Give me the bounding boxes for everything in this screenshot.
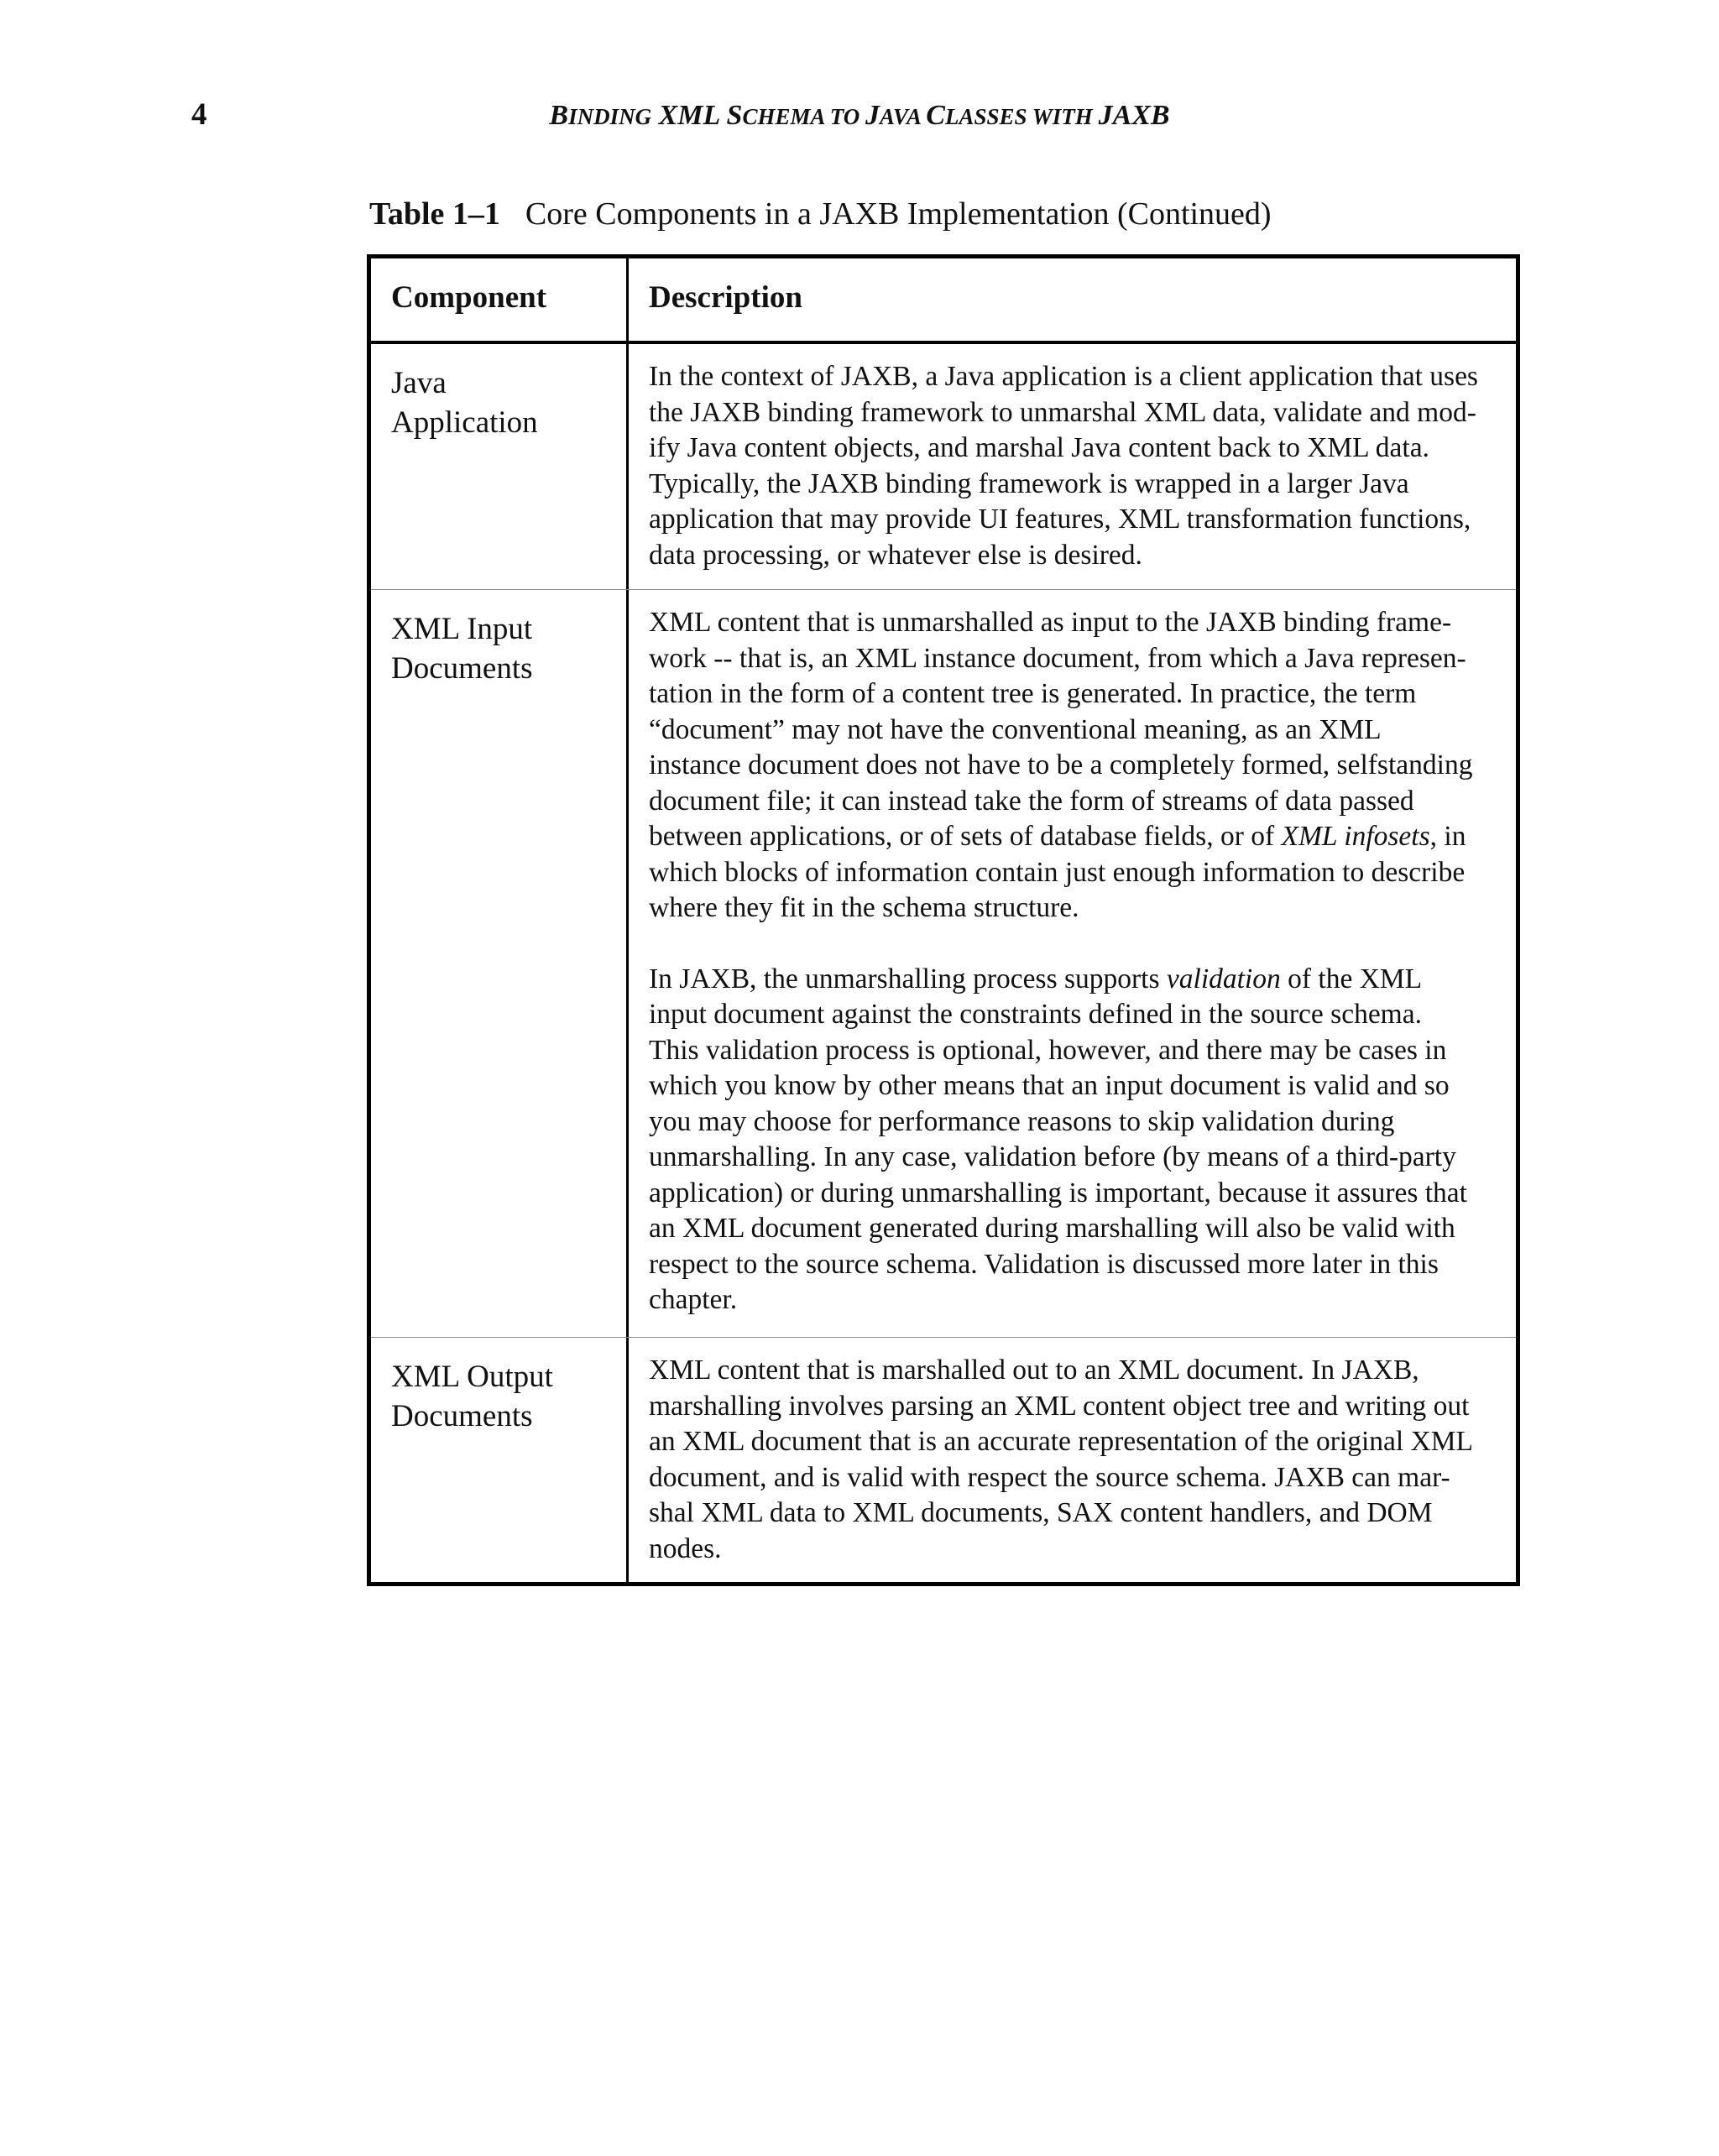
component-cell: Java Application (371, 344, 629, 589)
description-paragraph: In the context of JAXB, a Java application is a client application that uses the JAXB binding framework to unmarshal XML data, validate and mod- ify Java content objects, and marshal Java content back to XML data. Typically, the JAXB binding framework is wrapped in a larger Java application that may provide UI features, XML transformation functions, data processing, or whatever else is desired. (649, 361, 1478, 571)
emphasis-validation: validation (1166, 963, 1281, 994)
description-paragraph: XML content that is unmarshalled as input to the JAXB binding frame- work -- that is, an XML instance document, from which a Java represen- tation in the form of a content tree is generated. In practice, the term “document” may not have the conventional meaning, as an XML instance document does not have to be a completely formed, selfstanding document file; it can instead take the form of streams of data passed between applications, or of sets of database fields, or of XML infosets, in which blocks of information contain just enough information to describe where they fit in the schema structure. (649, 607, 1473, 923)
table-row (371, 1337, 1516, 1582)
description-cell (629, 1338, 1516, 1582)
header-description: Description (649, 280, 802, 315)
table-header-row (371, 258, 1516, 341)
table-caption (369, 198, 1272, 230)
description-paragraph: XML content that is marshalled out to an XML document. In JAXB, marshalling involves parsing an XML content object tree and writing out an XML document that is an accurate representation of the original XML document, and is valid with respect the source schema. JAXB can mar- shal XML data to XML documents, SAX content handlers, and DOM nodes. (649, 1355, 1474, 1564)
emphasis-infosets: XML infosets (1281, 821, 1430, 852)
table-row (371, 341, 1516, 589)
page-number: 4 (191, 97, 207, 132)
description-paragraph: In JAXB, the unmarshalling process supports validation of the XML input document against the constraints defined in the source schema. This validation process is optional, however, and there may be cases in which you know by other means that an input document is valid and so you may choose for performance reasons to skip validation during unmarshalling. In any case, validation before (by means of a third-party application) or during unmarshalling is important, because it assures that an XML document generated during marshalling will also be valid with respect to the source schema. Validation is discussed more later in this chapter. (649, 963, 1467, 1315)
description-cell (629, 590, 1516, 1337)
component-cell: XML Output Documents (371, 1338, 629, 1582)
component-cell: XML Input Documents (371, 590, 629, 1337)
table-caption-label: Table 1–1 (369, 196, 500, 232)
table-row (371, 589, 1516, 1337)
components-table (367, 254, 1520, 1586)
header-component: Component (371, 258, 629, 341)
running-head: BINDING XML SCHEMA TO JAVA CLASSES WITH JAXB (549, 100, 1170, 131)
table-caption-text: Core Components in a JAXB Implementation (Continued) (525, 196, 1272, 232)
description-cell (629, 344, 1516, 589)
